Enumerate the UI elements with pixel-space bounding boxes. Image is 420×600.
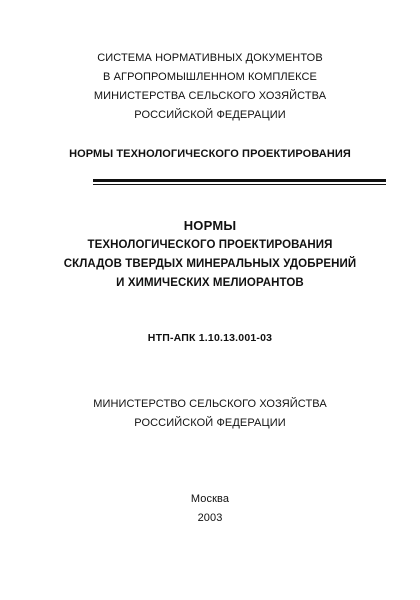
header-line-4: РОССИЙСКОЙ ФЕДЕРАЦИИ (134, 109, 286, 121)
document-code: НТП-АПК 1.10.13.001-03 (147, 332, 273, 344)
divider-thick (93, 179, 386, 182)
document-subtitle-line-1: ТЕХНОЛОГИЧЕСКОГО ПРОЕКТИРОВАНИЯ (87, 239, 333, 251)
header-line-1: СИСТЕМА НОРМАТИВНЫХ ДОКУМЕНТОВ (97, 52, 323, 64)
publication-city: Москва (190, 493, 230, 505)
divider-thin (93, 184, 386, 185)
section-heading: НОРМЫ ТЕХНОЛОГИЧЕСКОГО ПРОЕКТИРОВАНИЯ (69, 148, 351, 160)
header-line-2: В АГРОПРОМЫШЛЕННОМ КОМПЛЕКСЕ (103, 71, 317, 83)
document-title: НОРМЫ (183, 218, 237, 233)
header-line-3: МИНИСТЕРСТВА СЕЛЬСКОГО ХОЗЯЙСТВА (93, 90, 327, 102)
document-subtitle-line-3: И ХИМИЧЕСКИХ МЕЛИОРАНТОВ (116, 277, 304, 289)
publisher-line-1: МИНИСТЕРСТВО СЕЛЬСКОГО ХОЗЯЙСТВА (93, 398, 327, 410)
document-subtitle-line-2: СКЛАДОВ ТВЕРДЫХ МИНЕРАЛЬНЫХ УДОБРЕНИЙ (63, 258, 357, 270)
publication-year: 2003 (197, 512, 223, 524)
publisher-line-2: РОССИЙСКОЙ ФЕДЕРАЦИИ (134, 417, 286, 429)
